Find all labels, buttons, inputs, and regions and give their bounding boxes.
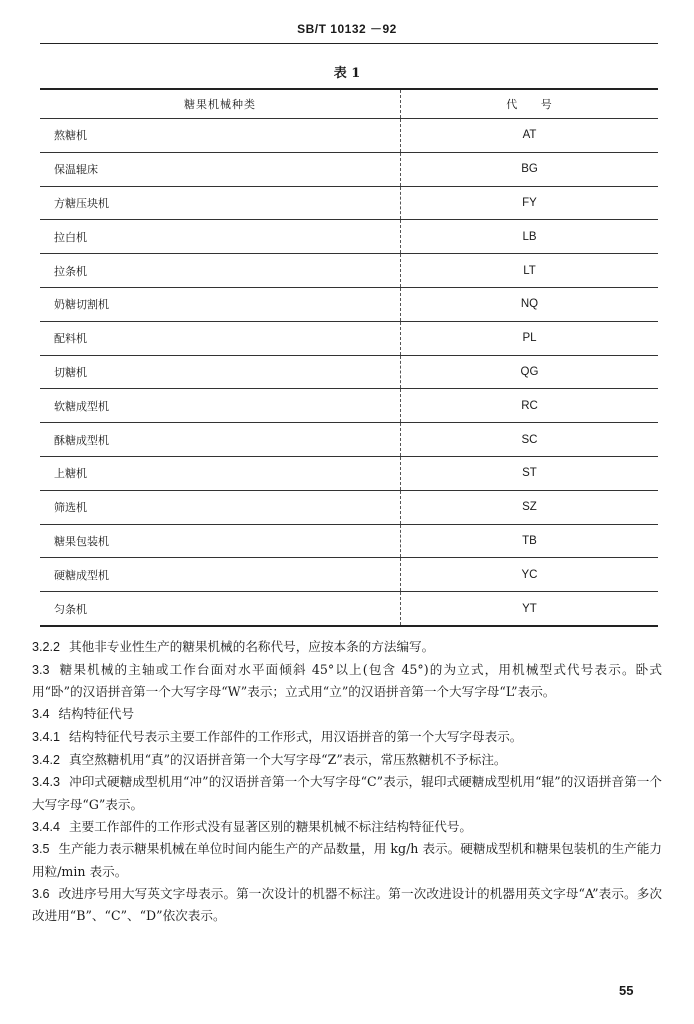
- clause-paragraph: [32, 883, 662, 927]
- machine-code-cell: ST: [401, 456, 659, 490]
- clause-text: 其他非专业性生产的糖果机械的名称代号，应按本条的方法编写。: [69, 639, 435, 654]
- clause-text-body: [32, 636, 662, 927]
- machine-type-cell: 硬糖成型机: [40, 558, 401, 592]
- machine-code-cell: YT: [401, 592, 659, 626]
- machine-code-cell: QG: [401, 355, 659, 389]
- table-row: [40, 254, 658, 288]
- clause-paragraph: [32, 636, 662, 659]
- clause-paragraph: [32, 726, 662, 749]
- clause-number: 3.2.2: [32, 640, 61, 654]
- column-header-code: 代 号: [401, 89, 659, 119]
- table-row: [40, 186, 658, 220]
- machine-code-table: [40, 88, 658, 627]
- clause-number: 3.4.2: [32, 752, 61, 767]
- clause-number: 3.6: [32, 886, 50, 901]
- clause-text: 结构特征代号表示主要工作部件的工作形式，用汉语拼音的第一个大写字母表示。: [69, 728, 523, 744]
- clause-text: 生产能力表示糖果机械在单位时间内能生产的产品数量，用 kg/h 表示。硬糖成型机和糖果包装机的生产能力用粒/min 表示。: [32, 841, 662, 880]
- table-row: [40, 321, 658, 355]
- table-title: 表 1: [333, 66, 361, 81]
- machine-type-cell: 拉条机: [40, 254, 401, 288]
- table-row: [40, 152, 658, 186]
- clause-number: 3.3: [32, 662, 50, 677]
- table-row: [40, 592, 658, 626]
- clause-number: 3.5: [32, 842, 50, 857]
- clause-paragraph: [32, 703, 662, 726]
- clause-text: 冲印式硬糖成型机用“冲”的汉语拼音第一个大写字母“C”表示，辊印式硬糖成型机用“辊”的汉语拼音第一个大写字母“G”表示。: [32, 774, 662, 812]
- machine-type-cell: 熬糖机: [40, 119, 401, 153]
- table-row: [40, 355, 658, 389]
- clause-text: 结构特征代号: [58, 706, 135, 722]
- table-row: [40, 119, 658, 153]
- clause-paragraph: [32, 749, 662, 772]
- page-number: 55: [619, 983, 634, 998]
- machine-type-cell: 匀条机: [40, 592, 401, 626]
- table-row: [40, 389, 658, 423]
- machine-code-cell: RC: [401, 389, 659, 423]
- clause-number: 3.4.3: [32, 775, 61, 790]
- table-row: [40, 490, 658, 524]
- machine-type-cell: 糖果包装机: [40, 524, 401, 558]
- machine-code-cell: FY: [401, 186, 659, 220]
- table-row: [40, 423, 658, 457]
- clause-paragraph: [32, 659, 662, 703]
- machine-type-cell: 切糖机: [40, 355, 401, 389]
- machine-type-cell: 奶糖切割机: [40, 287, 401, 321]
- machine-code-cell: LT: [401, 254, 659, 288]
- clause-paragraph: [32, 838, 662, 882]
- table-row: [40, 558, 658, 592]
- machine-type-cell: 上糖机: [40, 456, 401, 490]
- clause-text: 主要工作部件的工作形式没有显著区别的糖果机械不标注结构特征代号。: [69, 818, 473, 834]
- clause-text: 真空熬糖机用“真”的汉语拼音第一个大写字母“Z”表示，常压熬糖机不予标注。: [69, 751, 507, 767]
- table-row: [40, 456, 658, 490]
- clause-number: 3.4.1: [32, 729, 61, 744]
- clause-paragraph: [32, 771, 662, 815]
- table-row: [40, 524, 658, 558]
- machine-code-cell: AT: [401, 119, 659, 153]
- header-rule: [40, 43, 658, 44]
- machine-type-cell: 酥糖成型机: [40, 423, 401, 457]
- machine-code-cell: BG: [401, 152, 659, 186]
- machine-type-cell: 保温辊床: [40, 152, 401, 186]
- machine-code-cell: SZ: [401, 490, 659, 524]
- machine-code-cell: SC: [401, 423, 659, 457]
- table-row: [40, 287, 658, 321]
- machine-type-cell: 拉白机: [40, 220, 401, 254]
- machine-type-cell: 配料机: [40, 321, 401, 355]
- document-code-header: SB/T 10132 －92: [297, 22, 397, 36]
- clause-number: 3.4: [32, 707, 50, 722]
- clause-paragraph: [32, 816, 662, 839]
- machine-code-cell: PL: [401, 321, 659, 355]
- machine-type-cell: 方糖压块机: [40, 186, 401, 220]
- column-header-machine-type: 糖果机械种类: [40, 89, 401, 119]
- machine-code-cell: YC: [401, 558, 659, 592]
- table-row: [40, 220, 658, 254]
- machine-code-cell: LB: [401, 220, 659, 254]
- machine-type-cell: 软糖成型机: [40, 389, 401, 423]
- clause-text: 糖果机械的主轴或工作台面对水平面倾斜 45°以上(包含 45°)的为立式，用机械型式代号表示。卧式用“卧”的汉语拼音第一个大写字母“W”表示；立式用“立”的汉语拼音第一个大写字母“L”表示。: [32, 661, 662, 700]
- clause-text: 改进序号用大写英文字母表示。第一次设计的机器不标注。第一次改进设计的机器用英文字母“A”表示。多次改进用“B”、“C”、“D”依次表示。: [32, 885, 662, 924]
- clause-number: 3.4.4: [32, 819, 61, 834]
- machine-code-cell: NQ: [401, 287, 659, 321]
- machine-code-cell: TB: [401, 524, 659, 558]
- machine-type-cell: 筛选机: [40, 490, 401, 524]
- table-header-row: [40, 89, 658, 119]
